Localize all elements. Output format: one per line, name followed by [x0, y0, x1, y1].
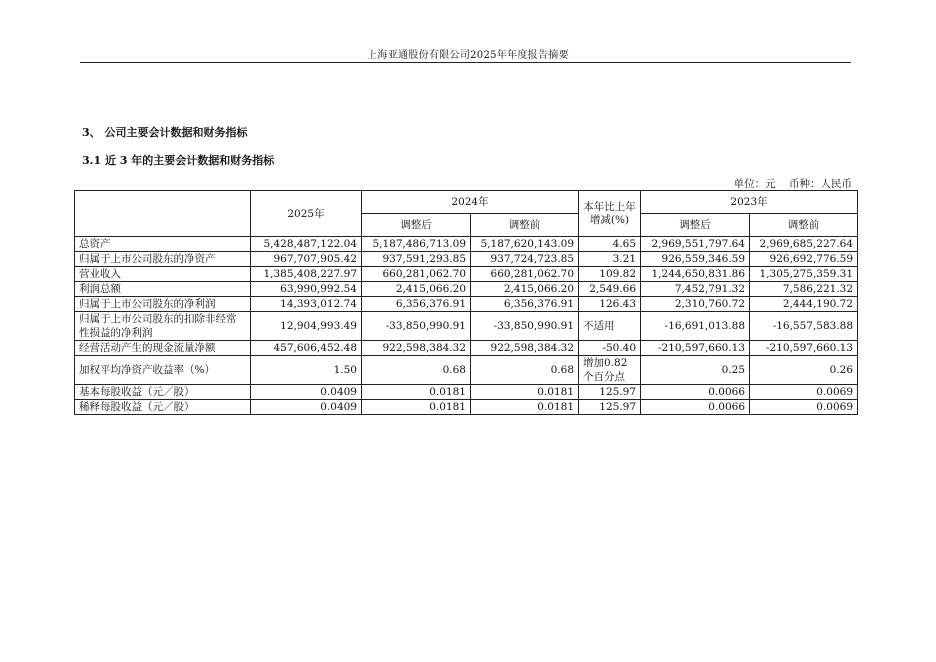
header-2023: 2023年 — [641, 191, 858, 214]
value-2023-adjusted-after: 0.25 — [641, 356, 750, 385]
value-2023-adjusted-after: -210,597,660.13 — [641, 341, 750, 356]
value-2023-adjusted-after: 7,452,791.32 — [641, 282, 750, 297]
header-2024: 2024年 — [362, 191, 579, 214]
value-2023-adjusted-before: 1,305,275,359.31 — [750, 267, 858, 282]
value-change-pct: 125.97 — [579, 385, 641, 400]
value-2025: 1,385,408,227.97 — [251, 267, 362, 282]
value-2023-adjusted-after: 926,559,346.59 — [641, 252, 750, 267]
value-2024-adjusted-after: 0.0181 — [362, 400, 471, 415]
value-2023-adjusted-after: 2,310,760.72 — [641, 297, 750, 312]
header-2025: 2025年 — [251, 191, 362, 237]
header-blank-cell — [75, 191, 251, 237]
row-label: 利润总额 — [75, 282, 251, 297]
value-2024-adjusted-before: 5,187,620,143.09 — [471, 237, 579, 252]
row-label: 经营活动产生的现金流量净额 — [75, 341, 251, 356]
value-change-pct: 3.21 — [579, 252, 641, 267]
value-2023-adjusted-after: 0.0066 — [641, 385, 750, 400]
value-change-pct: 109.82 — [579, 267, 641, 282]
subsection-title: 3.1 近 3 年的主要会计数据和财务指标 — [82, 154, 275, 167]
row-label: 基本每股收益（元／股） — [75, 385, 251, 400]
value-2023-adjusted-after: 1,244,650,831.86 — [641, 267, 750, 282]
table-row — [75, 341, 858, 356]
value-2024-adjusted-after: 5,187,486,713.09 — [362, 237, 471, 252]
value-2025: 967,707,905.42 — [251, 252, 362, 267]
value-2024-adjusted-before: 0.0181 — [471, 385, 579, 400]
value-2024-adjusted-after: 660,281,062.70 — [362, 267, 471, 282]
value-2023-adjusted-before: -16,557,583.88 — [750, 312, 858, 341]
header-change-pct: 本年比上年增减(%) — [579, 191, 641, 237]
row-label: 营业收入 — [75, 267, 251, 282]
row-label: 归属于上市公司股东的扣除非经常性损益的净利润 — [75, 312, 251, 341]
value-2024-adjusted-after: 6,356,376.91 — [362, 297, 471, 312]
value-2023-adjusted-after: 0.0066 — [641, 400, 750, 415]
unit-currency-note: 单位：元 币种：人民币 — [733, 178, 852, 190]
row-label: 加权平均净资产收益率（%） — [75, 356, 251, 385]
value-change-pct: -50.40 — [579, 341, 641, 356]
value-2025: 5,428,487,122.04 — [251, 237, 362, 252]
value-change-pct: 126.43 — [579, 297, 641, 312]
table-row — [75, 237, 858, 252]
header-2023-adjusted-before: 调整前 — [750, 214, 858, 237]
row-label: 归属于上市公司股东的净资产 — [75, 252, 251, 267]
table-row — [75, 297, 858, 312]
value-2023-adjusted-before: -210,597,660.13 — [750, 341, 858, 356]
header-2023-adjusted-after: 调整后 — [641, 214, 750, 237]
table-row — [75, 385, 858, 400]
value-2025: 14,393,012.74 — [251, 297, 362, 312]
value-2025: 457,606,452.48 — [251, 341, 362, 356]
value-2024-adjusted-before: 937,724,723.85 — [471, 252, 579, 267]
header-divider — [80, 62, 851, 63]
value-2025: 63,990,992.54 — [251, 282, 362, 297]
value-2023-adjusted-before: 926,692,776.59 — [750, 252, 858, 267]
table-row — [75, 400, 858, 415]
value-2024-adjusted-after: 0.68 — [362, 356, 471, 385]
value-2024-adjusted-after: -33,850,990.91 — [362, 312, 471, 341]
value-2023-adjusted-before: 7,586,221.32 — [750, 282, 858, 297]
table-row — [75, 252, 858, 267]
value-change-pct: 125.97 — [579, 400, 641, 415]
value-2024-adjusted-before: 922,598,384.32 — [471, 341, 579, 356]
value-2023-adjusted-after: 2,969,551,797.64 — [641, 237, 750, 252]
table-row — [75, 267, 858, 282]
value-2025: 12,904,993.49 — [251, 312, 362, 341]
report-header-title: 上海亚通股份有限公司2025年年度报告摘要 — [367, 50, 569, 61]
value-2023-adjusted-before: 0.0069 — [750, 400, 858, 415]
value-2023-adjusted-before: 2,444,190.72 — [750, 297, 858, 312]
row-label: 归属于上市公司股东的净利润 — [75, 297, 251, 312]
value-2025: 1.50 — [251, 356, 362, 385]
value-2024-adjusted-before: 0.0181 — [471, 400, 579, 415]
row-label: 稀释每股收益（元／股） — [75, 400, 251, 415]
table-row — [75, 356, 858, 385]
header-2024-adjusted-before: 调整前 — [471, 214, 579, 237]
value-2024-adjusted-before: -33,850,990.91 — [471, 312, 579, 341]
value-2024-adjusted-after: 937,591,293.85 — [362, 252, 471, 267]
value-2024-adjusted-after: 922,598,384.32 — [362, 341, 471, 356]
value-2025: 0.0409 — [251, 385, 362, 400]
financial-indicators-table — [74, 190, 858, 415]
row-label: 总资产 — [75, 237, 251, 252]
value-2024-adjusted-before: 0.68 — [471, 356, 579, 385]
header-2024-adjusted-after: 调整后 — [362, 214, 471, 237]
value-change-pct: 4.65 — [579, 237, 641, 252]
value-change-pct: 增加0.82个百分点 — [579, 356, 641, 385]
value-change-pct: 2,549.66 — [579, 282, 641, 297]
value-2023-adjusted-before: 0.0069 — [750, 385, 858, 400]
value-2023-adjusted-after: -16,691,013.88 — [641, 312, 750, 341]
value-2023-adjusted-before: 2,969,685,227.64 — [750, 237, 858, 252]
value-2024-adjusted-after: 2,415,066.20 — [362, 282, 471, 297]
value-2024-adjusted-before: 660,281,062.70 — [471, 267, 579, 282]
value-2024-adjusted-before: 6,356,376.91 — [471, 297, 579, 312]
table-row — [75, 312, 858, 341]
section-title: 3、 公司主要会计数据和财务指标 — [82, 126, 248, 139]
value-2025: 0.0409 — [251, 400, 362, 415]
value-2023-adjusted-before: 0.26 — [750, 356, 858, 385]
value-2024-adjusted-before: 2,415,066.20 — [471, 282, 579, 297]
table-row — [75, 282, 858, 297]
value-2024-adjusted-after: 0.0181 — [362, 385, 471, 400]
value-change-pct: 不适用 — [579, 312, 641, 341]
